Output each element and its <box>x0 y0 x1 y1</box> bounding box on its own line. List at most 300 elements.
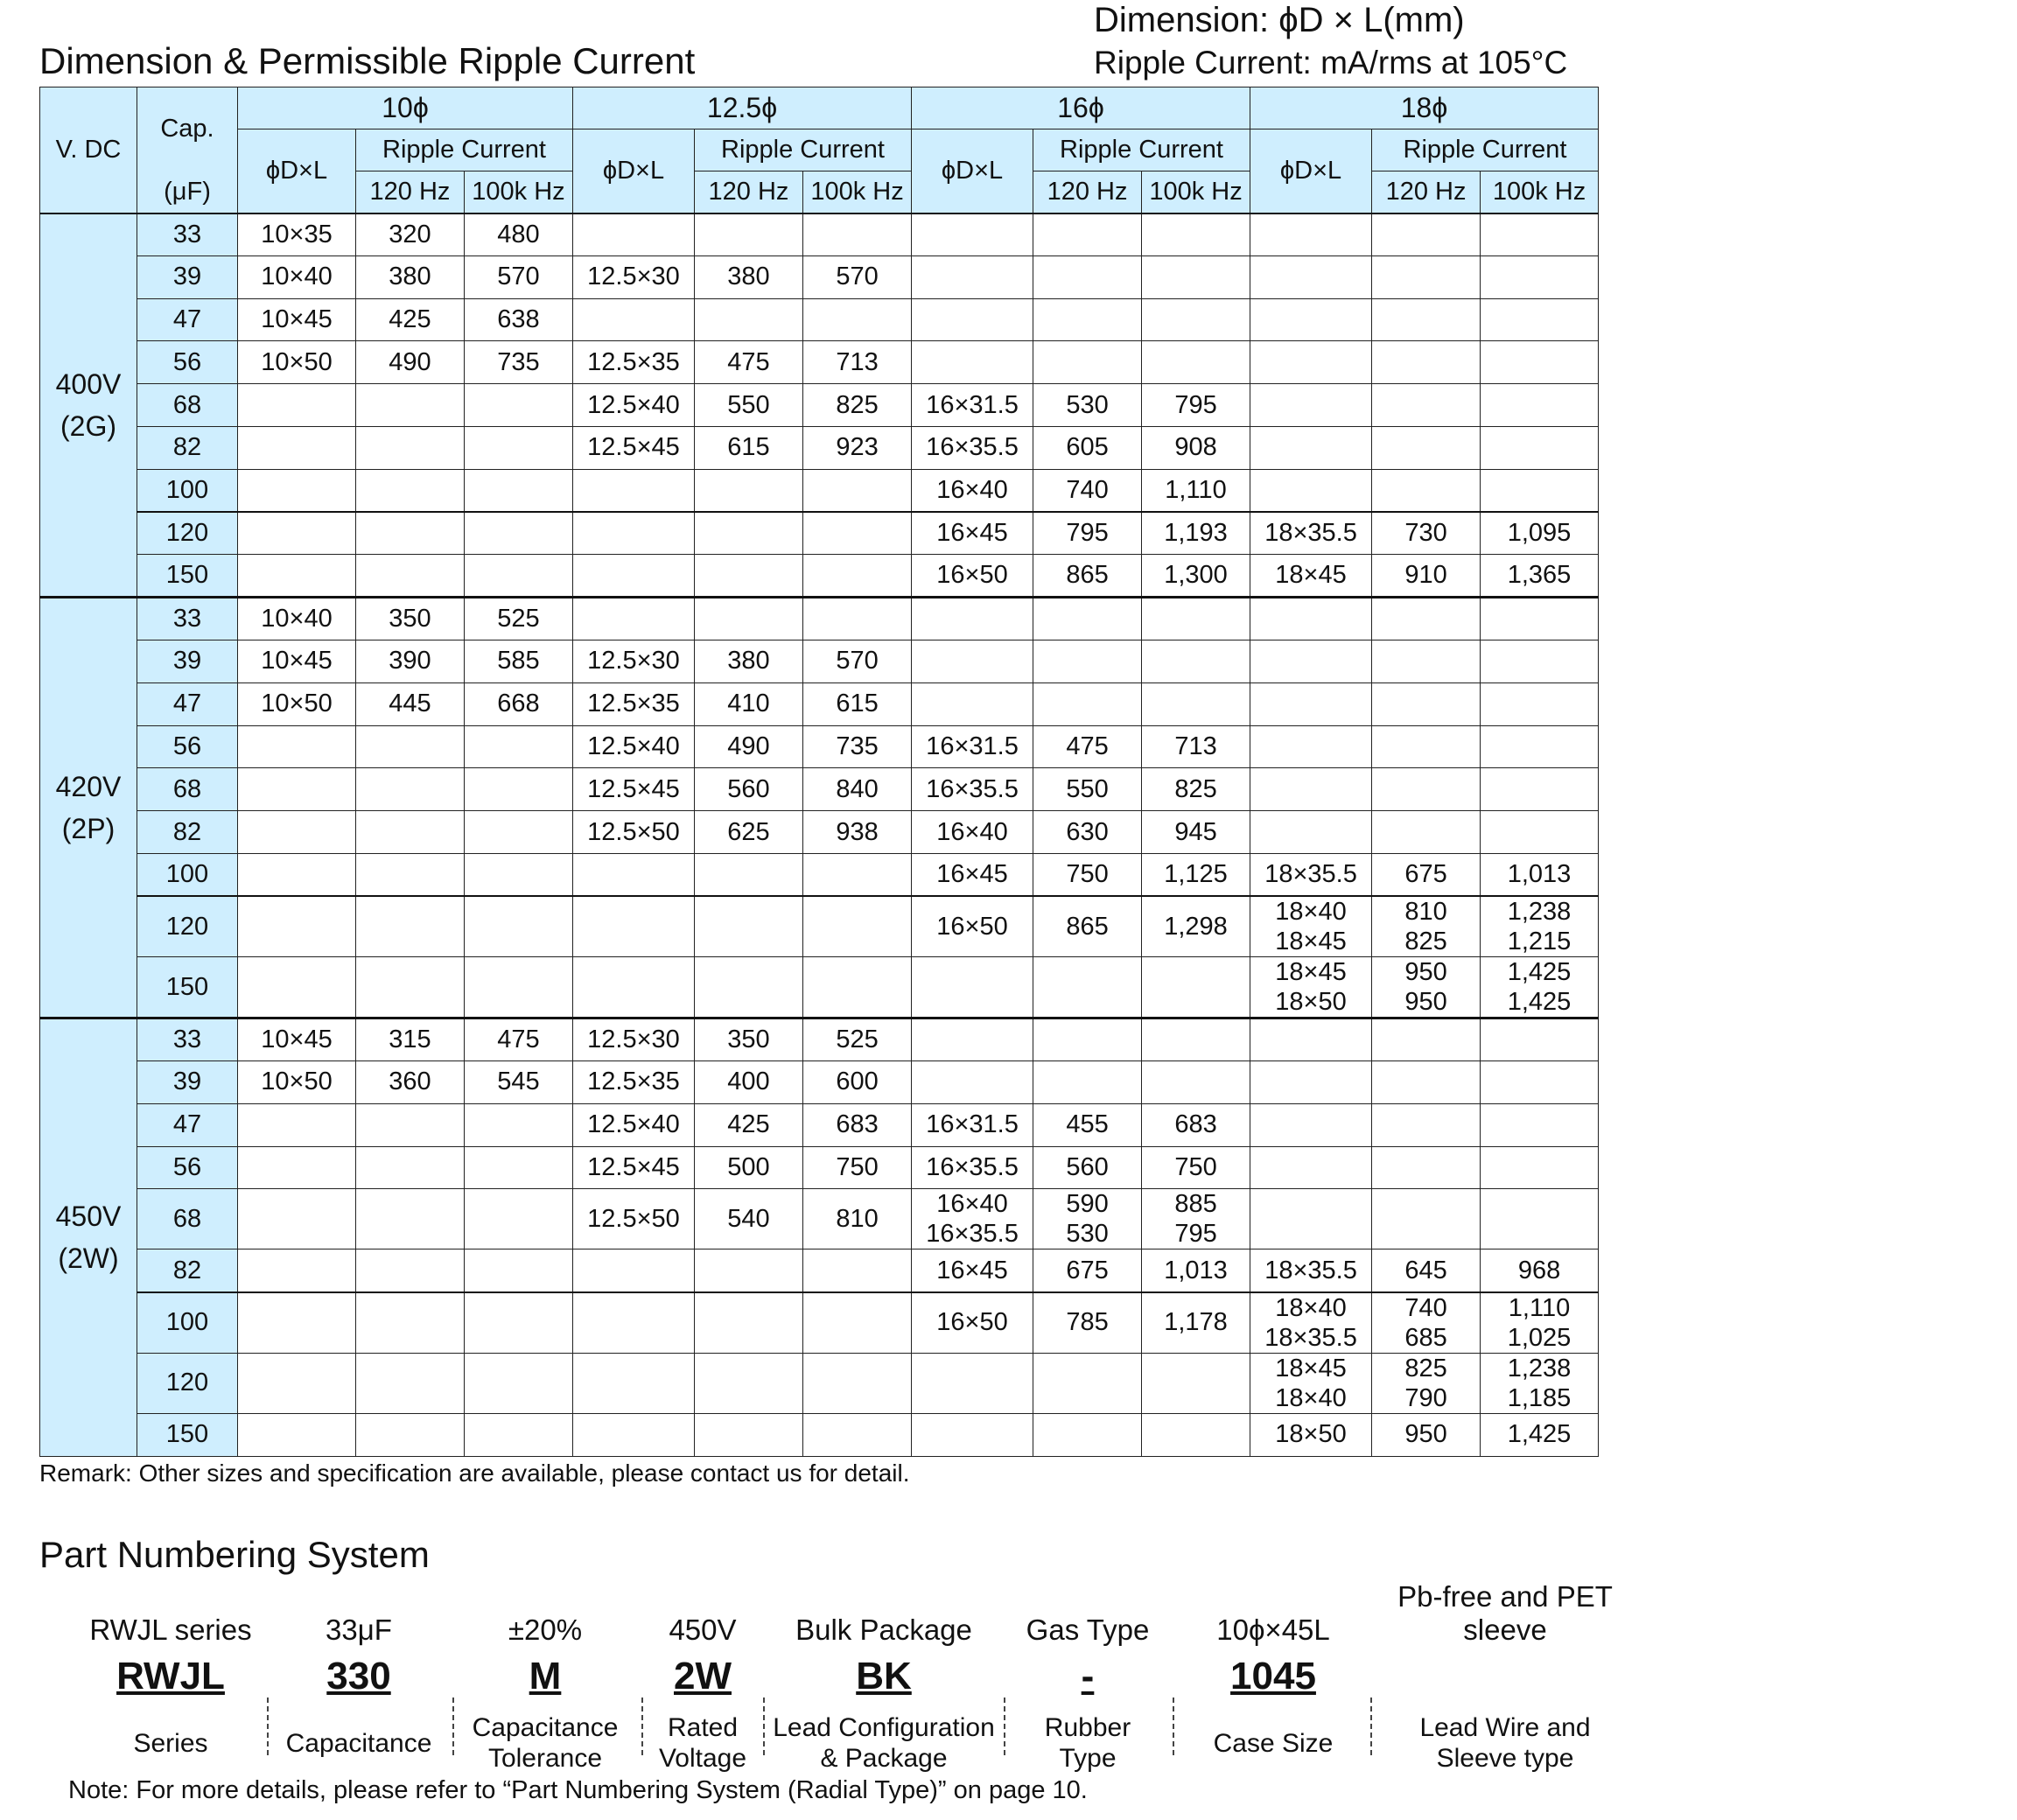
table-cell <box>1250 725 1372 768</box>
table-cell <box>465 811 573 854</box>
table-cell <box>912 341 1033 384</box>
header-size-12-5: 12.5ϕ <box>573 88 912 130</box>
table-cell <box>238 1353 356 1413</box>
table-cell <box>573 555 695 598</box>
voltage-code: (2P) <box>61 813 116 845</box>
table-cell <box>356 768 465 811</box>
part-number-code: 2W <box>674 1655 732 1698</box>
part-number-column <box>74 1582 267 1778</box>
voltage-cell <box>40 598 137 1018</box>
table-cell: 380 <box>695 640 803 682</box>
table-cell <box>1033 256 1142 298</box>
table-cell <box>465 768 573 811</box>
table-cell: 945 <box>1142 811 1250 854</box>
header-ripple: Ripple Current <box>695 130 912 172</box>
capacitance-cell: 56 <box>137 1146 238 1189</box>
table-cell <box>1033 1413 1142 1456</box>
table-cell: 380 <box>356 256 465 298</box>
table-cell <box>356 1146 465 1189</box>
table-cell: 590 530 <box>1033 1189 1142 1250</box>
header-120hz: 120 Hz <box>1372 172 1481 214</box>
capacitance-cell: 39 <box>137 1061 238 1104</box>
table-cell <box>1142 214 1250 256</box>
table-cell <box>573 298 695 341</box>
table-cell: 10×45 <box>238 640 356 682</box>
table-cell: 570 <box>465 256 573 298</box>
capacitance-cell: 82 <box>137 811 238 854</box>
table-cell <box>1250 298 1372 341</box>
capacitance-cell: 120 <box>137 896 238 957</box>
table-cell <box>465 1292 573 1354</box>
table-cell <box>912 1061 1033 1104</box>
capacitance-cell: 120 <box>137 512 238 555</box>
remark-text: Remark: Other sizes and specification are available, please contact us for detail. <box>39 1460 910 1487</box>
table-cell <box>1250 1146 1372 1189</box>
part-number-divider <box>267 1698 269 1755</box>
table-cell <box>1372 384 1481 427</box>
table-cell: 560 <box>695 768 803 811</box>
table-cell <box>1250 214 1372 256</box>
table-cell: 730 <box>1372 512 1481 555</box>
capacitance-cell: 82 <box>137 426 238 469</box>
table-cell <box>356 469 465 512</box>
table-cell: 525 <box>465 598 573 640</box>
table-row <box>40 682 1599 725</box>
table-cell <box>912 1353 1033 1413</box>
table-cell: 18×50 <box>1250 1413 1372 1456</box>
table-cell: 12.5×50 <box>573 811 695 854</box>
table-cell <box>356 896 465 957</box>
table-cell <box>1142 1061 1250 1104</box>
table-cell <box>1372 640 1481 682</box>
ripple-current-table <box>39 87 1599 1457</box>
part-number-field: Capacitance Tolerance <box>472 1713 619 1773</box>
table-cell <box>803 1250 912 1292</box>
table-row <box>40 640 1599 682</box>
table-cell <box>1372 256 1481 298</box>
table-cell: 16×50 <box>912 896 1033 957</box>
table-cell <box>465 1250 573 1292</box>
header-dxl: ϕD×L <box>912 130 1033 214</box>
table-cell <box>1372 298 1481 341</box>
table-cell: 16×50 <box>912 555 1033 598</box>
part-number-field: Rubber Type <box>1044 1713 1131 1773</box>
table-cell: 1,110 1,025 <box>1481 1292 1599 1354</box>
table-cell: 18×45 18×40 <box>1250 1353 1372 1413</box>
table-cell: 675 <box>1372 853 1481 896</box>
table-cell <box>1142 682 1250 725</box>
table-cell: 12.5×35 <box>573 341 695 384</box>
table-cell: 16×31.5 <box>912 1103 1033 1146</box>
table-cell: 16×40 16×35.5 <box>912 1189 1033 1250</box>
table-cell <box>1250 1061 1372 1104</box>
table-cell <box>803 1292 912 1354</box>
table-cell <box>1250 256 1372 298</box>
table-cell <box>1250 768 1372 811</box>
table-row <box>40 1061 1599 1104</box>
table-cell <box>912 214 1033 256</box>
table-cell: 825 <box>1142 768 1250 811</box>
table-cell <box>238 811 356 854</box>
table-cell <box>1481 426 1599 469</box>
table-cell <box>1033 341 1142 384</box>
header-size-10: 10ϕ <box>238 88 573 130</box>
table-cell: 12.5×40 <box>573 384 695 427</box>
table-cell <box>356 384 465 427</box>
table-cell: 740 685 <box>1372 1292 1481 1354</box>
table-row <box>40 853 1599 896</box>
table-cell <box>1481 256 1599 298</box>
table-cell: 545 <box>465 1061 573 1104</box>
table-cell <box>1250 341 1372 384</box>
table-cell <box>912 298 1033 341</box>
table-cell: 615 <box>695 426 803 469</box>
part-number-field: Rated Voltage <box>658 1713 747 1773</box>
table-cell <box>1481 768 1599 811</box>
table-cell <box>695 555 803 598</box>
table-cell <box>1250 1018 1372 1061</box>
table-cell <box>356 853 465 896</box>
table-row <box>40 957 1599 1018</box>
table-cell <box>1250 682 1372 725</box>
table-cell <box>356 957 465 1018</box>
table-cell: 968 <box>1481 1250 1599 1292</box>
part-number-divider <box>1173 1698 1174 1755</box>
part-number-field: Series <box>133 1728 208 1758</box>
part-number-field: Capacitance <box>285 1728 432 1758</box>
table-cell <box>695 1292 803 1354</box>
table-cell: 18×45 18×50 <box>1250 957 1372 1018</box>
table-cell: 10×40 <box>238 598 356 640</box>
capacitance-cell: 120 <box>137 1353 238 1413</box>
table-cell <box>803 214 912 256</box>
header-cap-unit: (μF) <box>137 172 238 214</box>
table-cell <box>1250 598 1372 640</box>
table-cell: 16×50 <box>912 1292 1033 1354</box>
capacitance-cell: 56 <box>137 725 238 768</box>
capacitance-cell: 33 <box>137 598 238 640</box>
table-cell <box>465 512 573 555</box>
table-cell: 18×35.5 <box>1250 1250 1372 1292</box>
table-cell <box>1481 298 1599 341</box>
table-row <box>40 1250 1599 1292</box>
table-cell <box>573 896 695 957</box>
table-cell: 638 <box>465 298 573 341</box>
table-cell: 10×35 <box>238 214 356 256</box>
table-cell: 675 <box>1033 1250 1142 1292</box>
table-cell: 16×45 <box>912 853 1033 896</box>
part-number-field: Case Size <box>1213 1728 1334 1758</box>
table-cell <box>1481 341 1599 384</box>
header-vdc: V. DC <box>40 88 137 214</box>
table-cell <box>573 1292 695 1354</box>
table-row <box>40 768 1599 811</box>
table-cell: 380 <box>695 256 803 298</box>
table-cell: 795 <box>1142 384 1250 427</box>
capacitance-cell: 39 <box>137 256 238 298</box>
capacitance-cell: 150 <box>137 555 238 598</box>
table-cell <box>803 957 912 1018</box>
table-cell <box>1250 426 1372 469</box>
table-cell: 950 950 <box>1372 957 1481 1018</box>
voltage-cell <box>40 1018 137 1456</box>
table-cell <box>912 1413 1033 1456</box>
part-number-meaning: 33μF <box>326 1614 392 1646</box>
table-cell: 615 <box>803 682 912 725</box>
table-row <box>40 512 1599 555</box>
table-cell <box>1372 1189 1481 1250</box>
header-dxl: ϕD×L <box>573 130 695 214</box>
table-cell: 750 <box>1033 853 1142 896</box>
table-cell: 10×50 <box>238 682 356 725</box>
table-cell <box>238 1103 356 1146</box>
table-cell: 645 <box>1372 1250 1481 1292</box>
table-cell: 750 <box>803 1146 912 1189</box>
table-cell: 605 <box>1033 426 1142 469</box>
voltage-cell <box>40 214 137 598</box>
table-cell <box>1372 426 1481 469</box>
table-cell <box>465 1189 573 1250</box>
table-cell: 585 <box>465 640 573 682</box>
table-cell: 16×45 <box>912 1250 1033 1292</box>
table-cell: 1,298 <box>1142 896 1250 957</box>
table-cell: 425 <box>356 298 465 341</box>
table-cell <box>573 1250 695 1292</box>
table-cell: 18×35.5 <box>1250 853 1372 896</box>
table-cell: 865 <box>1033 555 1142 598</box>
ripple-table-body <box>40 214 1599 1457</box>
part-number-column <box>1009 1582 1166 1778</box>
header-120hz: 120 Hz <box>356 172 465 214</box>
capacitance-cell: 47 <box>137 682 238 725</box>
table-cell <box>1142 598 1250 640</box>
header-100khz: 100k Hz <box>465 172 573 214</box>
table-cell: 570 <box>803 256 912 298</box>
table-cell: 16×35.5 <box>912 1146 1033 1189</box>
table-cell <box>573 214 695 256</box>
table-cell: 630 <box>1033 811 1142 854</box>
table-cell <box>1481 1103 1599 1146</box>
table-cell: 16×40 <box>912 811 1033 854</box>
table-cell: 540 <box>695 1189 803 1250</box>
voltage-code: (2W) <box>58 1242 119 1275</box>
table-cell <box>1481 384 1599 427</box>
capacitance-cell: 68 <box>137 384 238 427</box>
header-120hz: 120 Hz <box>1033 172 1142 214</box>
table-cell <box>1372 341 1481 384</box>
table-cell <box>1142 640 1250 682</box>
table-cell: 840 <box>803 768 912 811</box>
table-cell: 500 <box>695 1146 803 1189</box>
table-cell <box>803 469 912 512</box>
table-cell: 12.5×40 <box>573 1103 695 1146</box>
table-row <box>40 1146 1599 1189</box>
table-cell <box>695 512 803 555</box>
table-cell: 1,193 <box>1142 512 1250 555</box>
table-cell <box>1033 214 1142 256</box>
table-cell: 475 <box>1033 725 1142 768</box>
table-cell <box>1481 811 1599 854</box>
table-cell: 713 <box>803 341 912 384</box>
capacitance-cell: 100 <box>137 1292 238 1354</box>
table-cell <box>1033 598 1142 640</box>
table-cell <box>695 1250 803 1292</box>
table-cell <box>1250 384 1372 427</box>
table-cell: 683 <box>803 1103 912 1146</box>
capacitance-cell: 100 <box>137 853 238 896</box>
table-cell <box>238 555 356 598</box>
table-cell <box>1372 1061 1481 1104</box>
table-cell <box>465 896 573 957</box>
table-cell <box>912 598 1033 640</box>
table-cell: 16×31.5 <box>912 725 1033 768</box>
table-cell: 10×50 <box>238 1061 356 1104</box>
part-number-meaning: Bulk Package <box>795 1614 972 1646</box>
table-cell <box>695 853 803 896</box>
table-cell: 445 <box>356 682 465 725</box>
table-cell <box>1372 1146 1481 1189</box>
table-cell: 425 <box>695 1103 803 1146</box>
table-cell: 750 <box>1142 1146 1250 1189</box>
table-cell <box>1481 1189 1599 1250</box>
table-cell <box>1372 214 1481 256</box>
capacitance-cell: 39 <box>137 640 238 682</box>
table-cell <box>356 1413 465 1456</box>
table-cell <box>1250 1103 1372 1146</box>
table-cell: 1,425 1,425 <box>1481 957 1599 1018</box>
table-cell <box>1142 298 1250 341</box>
table-cell <box>356 811 465 854</box>
part-number-code: M <box>529 1655 562 1698</box>
table-row <box>40 341 1599 384</box>
table-cell: 1,125 <box>1142 853 1250 896</box>
table-cell <box>1033 1018 1142 1061</box>
table-cell: 18×35.5 <box>1250 512 1372 555</box>
table-cell: 950 <box>1372 1413 1481 1456</box>
table-cell: 12.5×40 <box>573 725 695 768</box>
table-cell: 410 <box>695 682 803 725</box>
table-cell: 740 <box>1033 469 1142 512</box>
table-cell <box>1372 682 1481 725</box>
table-cell: 12.5×35 <box>573 682 695 725</box>
table-cell: 455 <box>1033 1103 1142 1146</box>
table-cell: 570 <box>803 640 912 682</box>
table-cell: 16×45 <box>912 512 1033 555</box>
table-row <box>40 725 1599 768</box>
table-cell <box>1481 640 1599 682</box>
table-row <box>40 469 1599 512</box>
table-cell <box>1372 811 1481 854</box>
table-cell: 10×45 <box>238 298 356 341</box>
table-cell <box>803 896 912 957</box>
voltage-code: (2G) <box>60 410 116 442</box>
table-cell <box>465 853 573 896</box>
table-cell <box>912 957 1033 1018</box>
table-cell <box>1142 1353 1250 1413</box>
table-row <box>40 598 1599 640</box>
table-cell <box>1481 682 1599 725</box>
table-row <box>40 298 1599 341</box>
capacitance-cell: 47 <box>137 298 238 341</box>
table-cell: 1,238 1,185 <box>1481 1353 1599 1413</box>
part-number-code: RWJL <box>116 1655 225 1698</box>
table-cell <box>356 725 465 768</box>
table-cell: 1,425 <box>1481 1413 1599 1456</box>
table-cell: 360 <box>356 1061 465 1104</box>
table-cell: 16×31.5 <box>912 384 1033 427</box>
part-number-divider <box>1004 1698 1005 1755</box>
table-cell: 560 <box>1033 1146 1142 1189</box>
table-row <box>40 1189 1599 1250</box>
table-cell: 480 <box>465 214 573 256</box>
table-row <box>40 1413 1599 1456</box>
table-cell: 810 825 <box>1372 896 1481 957</box>
table-cell <box>238 768 356 811</box>
table-cell <box>695 214 803 256</box>
table-cell <box>465 469 573 512</box>
capacitance-cell: 47 <box>137 1103 238 1146</box>
header-dxl: ϕD×L <box>238 130 356 214</box>
part-number-meaning: ±20% <box>508 1614 583 1646</box>
table-cell <box>238 1292 356 1354</box>
capacitance-cell: 68 <box>137 1189 238 1250</box>
table-cell <box>1250 811 1372 854</box>
table-cell: 825 790 <box>1372 1353 1481 1413</box>
table-row <box>40 1353 1599 1413</box>
table-cell: 525 <box>803 1018 912 1061</box>
table-cell: 12.5×45 <box>573 768 695 811</box>
header-ripple: Ripple Current <box>356 130 573 172</box>
table-cell: 923 <box>803 426 912 469</box>
table-cell <box>695 298 803 341</box>
table-cell <box>695 1353 803 1413</box>
table-cell: 1,300 <box>1142 555 1250 598</box>
table-cell: 825 <box>803 384 912 427</box>
table-cell: 490 <box>356 341 465 384</box>
part-number-column <box>766 1582 1002 1778</box>
table-cell <box>912 256 1033 298</box>
voltage-label: 400V <box>55 368 122 400</box>
table-cell <box>1481 1018 1599 1061</box>
part-number-column <box>449 1582 641 1778</box>
table-cell <box>1481 1146 1599 1189</box>
table-cell <box>573 1413 695 1456</box>
table-cell: 490 <box>695 725 803 768</box>
table-cell: 1,238 1,215 <box>1481 896 1599 957</box>
capacitance-cell: 150 <box>137 957 238 1018</box>
table-cell: 10×45 <box>238 1018 356 1061</box>
table-cell: 12.5×45 <box>573 426 695 469</box>
ripple-unit-label: Ripple Current: mA/rms at 105°C <box>1094 45 1568 80</box>
table-cell <box>695 1413 803 1456</box>
table-cell: 785 <box>1033 1292 1142 1354</box>
table-cell <box>573 469 695 512</box>
table-cell <box>1142 957 1250 1018</box>
header-ripple: Ripple Current <box>1372 130 1599 172</box>
table-cell <box>356 1189 465 1250</box>
table-cell <box>912 640 1033 682</box>
capacitance-cell: 33 <box>137 1018 238 1061</box>
note-text: Note: For more details, please refer to “Part Numbering System (Radial Type)” on page 10. <box>68 1776 1088 1804</box>
table-cell <box>238 1189 356 1250</box>
table-cell <box>238 725 356 768</box>
part-number-meaning: Pb-free and PET sleeve <box>1397 1580 1613 1646</box>
table-cell: 16×35.5 <box>912 768 1033 811</box>
table-cell: 910 <box>1372 555 1481 598</box>
table-row <box>40 896 1599 957</box>
table-cell <box>1481 214 1599 256</box>
table-cell <box>465 384 573 427</box>
